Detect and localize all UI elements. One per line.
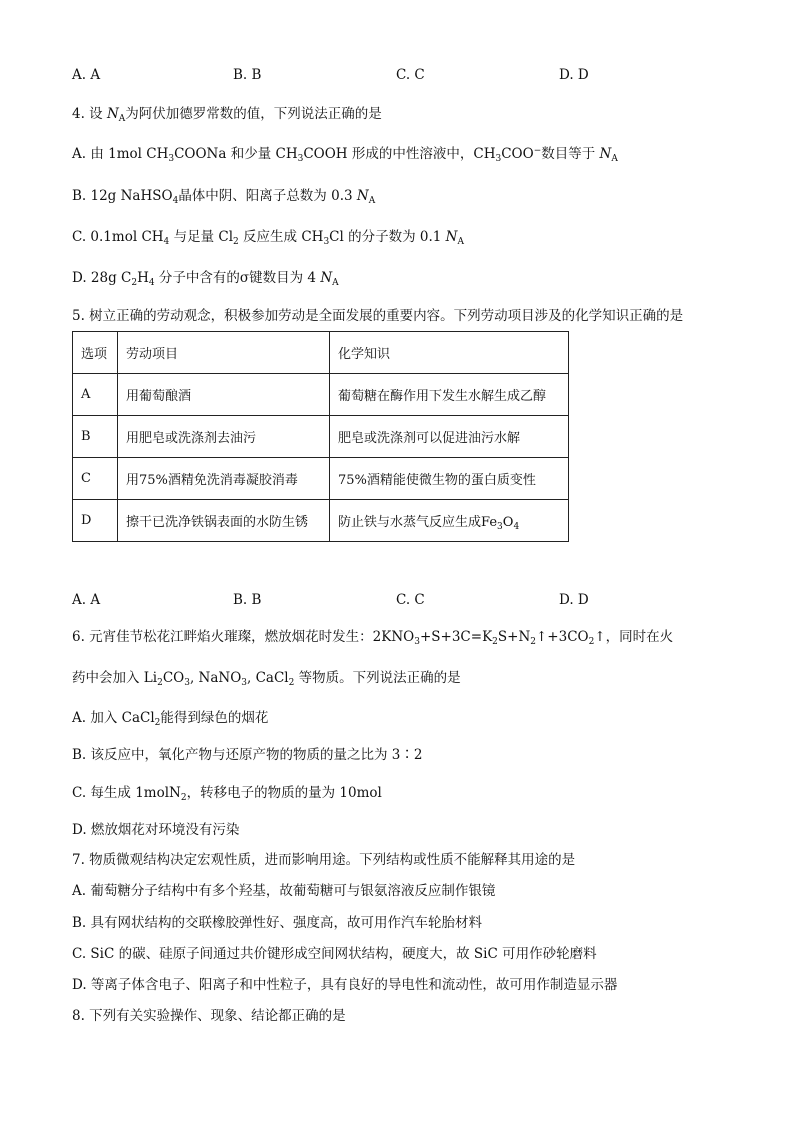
table-header-cell: 化学知识	[330, 332, 569, 374]
q4-option-c: C. 0.1mol $CH_4$ 与足量 $Cl_2$ 反应生成 $CH_3Cl$ 的分子数为 0.1 $N_A$	[72, 229, 464, 247]
q3-option-d: D. D	[559, 67, 589, 83]
q6-option-c: C. 每生成 1molN$_2$，转移电子的物质的量为 10mol	[72, 785, 382, 803]
table-cell: B	[73, 416, 118, 458]
table-cell: 擦干已洗净铁锅表面的水防生锈	[118, 500, 330, 542]
table-cell: 用葡萄酿酒	[118, 374, 330, 416]
table-cell: 肥皂或洗涤剂可以促进油污水解	[330, 416, 569, 458]
table-cell: C	[73, 458, 118, 500]
q4-option-a: A. 由 1mol $CH_3COONa$ 和少量 $CH_3COOH$ 形成的中性溶液中，$CH_3COO^-$数目等于 $N_A$	[72, 146, 618, 164]
q3-option-b: B. B	[233, 67, 262, 83]
q7-option-c: C. SiC 的碳、硅原子间通过共价键形成空间网状结构，硬度大，故 SiC 可用作砂轮磨料	[72, 946, 597, 962]
q6-option-d: D. 燃放烟花对环境没有污染	[72, 822, 240, 838]
q7-stem: 7. 物质微观结构决定宏观性质，进而影响用途。下列结构或性质不能解释其用途的是	[72, 852, 576, 868]
table-cell: 用75%酒精免洗消毒凝胶消毒	[118, 458, 330, 500]
q5-table	[72, 331, 569, 542]
q3-option-a: A. A	[72, 67, 101, 83]
table-cell: D	[73, 500, 118, 542]
table-row	[73, 416, 569, 458]
table-cell: A	[73, 374, 118, 416]
q7-option-b: B. 具有网状结构的交联橡胶弹性好、强度高，故可用作汽车轮胎材料	[72, 915, 483, 931]
q4-stem: 4. 设 $N_A$为阿伏加德罗常数的值，下列说法正确的是	[72, 106, 382, 124]
q7-option-a: A. 葡萄糖分子结构中有多个羟基，故葡萄糖可与银氨溶液反应制作银镜	[72, 883, 496, 899]
q5-option-a: A. A	[72, 592, 101, 608]
table-cell: 75%酒精能使微生物的蛋白质变性	[330, 458, 569, 500]
q6-stem-line2: 药中会加入 $Li_2CO_3$, NaNO$_3$, CaCl$_2$ 等物质。下列说法正确的是	[72, 670, 461, 688]
q5-stem: 5. 树立正确的劳动观念，积极参加劳动是全面发展的重要内容。下列劳动项目涉及的化学知识正确的是	[72, 308, 684, 324]
table-header-row	[73, 332, 569, 374]
table-header-cell: 选项	[73, 332, 118, 374]
table-row	[73, 374, 569, 416]
q3-option-c: C. C	[396, 67, 425, 83]
table-row	[73, 458, 569, 500]
q6-stem-line1: 6. 元宵佳节松花江畔焰火璀璨，燃放烟花时发生：$2KNO_3+S+3C=K_2S+N_2↑+3CO_2↑$，同时在火	[72, 629, 674, 647]
table-row	[73, 500, 569, 542]
q4-option-b: B. 12g NaHSO$_4$晶体中阴、阳离子总数为 0.3 $N_A$	[72, 188, 376, 206]
table-cell: 用肥皂或洗涤剂去油污	[118, 416, 330, 458]
q5-option-c: C. C	[396, 592, 425, 608]
table-cell: 防止铁与水蒸气反应生成$Fe_3O_4$	[330, 500, 569, 542]
q6-option-a: A. 加入 CaCl$_2$能得到绿色的烟花	[72, 710, 269, 728]
q4-option-d: D. 28g $C_2H_4$ 分子中含有的σ键数目为 4 $N_A$	[72, 270, 339, 288]
q7-option-d: D. 等离子体含电子、阳离子和中性粒子，具有良好的导电性和流动性，故可用作制造显示器	[72, 977, 618, 993]
q5-option-b: B. B	[233, 592, 262, 608]
q6-option-b: B. 该反应中，氧化产物与还原产物的物质的量之比为 3∶2	[72, 747, 423, 763]
table-cell: 葡萄糖在酶作用下发生水解生成乙醇	[330, 374, 569, 416]
table-header-cell: 劳动项目	[118, 332, 330, 374]
q8-stem: 8. 下列有关实验操作、现象、结论都正确的是	[72, 1008, 346, 1024]
q5-option-d: D. D	[559, 592, 589, 608]
